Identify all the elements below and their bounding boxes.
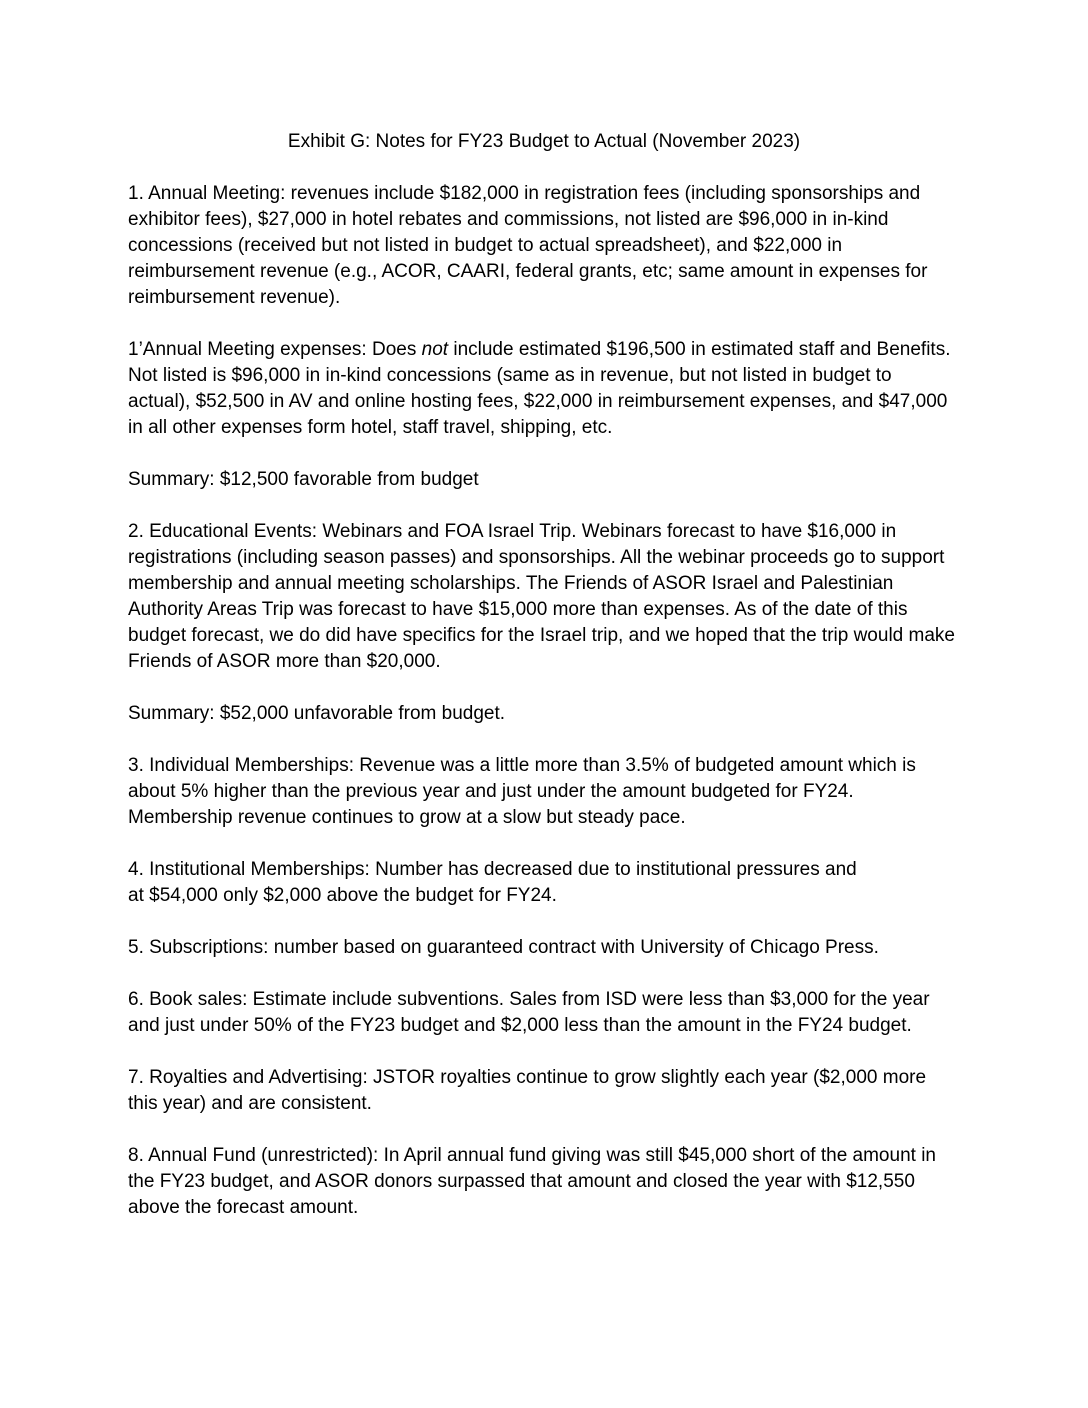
note-text-before-emphasis: 1’Annual Meeting expenses: Does [128,339,422,360]
note-annual-meeting-expenses [128,337,958,441]
note-subscriptions: 5. Subscriptions: number based on guaranteed contract with University of Chicago Press. [128,937,879,958]
document-body [128,181,958,1247]
summary-annual-meeting: Summary: $12,500 favorable from budget [128,469,479,490]
note-educational-events: 2. Educational Events: Webinars and FOA Israel Trip. Webinars forecast to have $16,000 in registrations (including season passes) and sponsorships. All the webinar proceeds go to support membership and annual meeting scholarships. The Friends of ASOR Israel and Palestinian Authority Areas Trip was forecast to have $15,000 more than expenses. As of the date of this budget forecast, we do did have specifics for the Israel trip, and we hoped that the trip would make Friends of ASOR more than $20,000. [128,521,955,672]
note-annual-meeting-revenue: 1. Annual Meeting: revenues include $182,000 in registration fees (including sponsorships and exhibitor fees), $27,000 in hotel rebates and commissions, not listed are $96,000 in in-kind concessions (received but not listed in budget to actual spreadsheet), and $22,000 in reimbursement revenue (e.g., ACOR, CAARI, federal grants, etc; same amount in expenses for reimbursement revenue). [128,183,928,308]
note-book-sales: 6. Book sales: Estimate include subventions. Sales from ISD were less than $3,000 for the year and just under 50% of the FY23 budget and $2,000 less than the amount in the FY24 budget. [128,989,930,1036]
note-line-2: at $54,000 only $2,000 above the budget for FY24. [128,885,557,906]
document-title: Exhibit G: Notes for FY23 Budget to Actual (November 2023) [287,131,801,152]
note-individual-memberships: 3. Individual Memberships: Revenue was a little more than 3.5% of budgeted amount which is about 5% higher than the previous year and just under the amount budgeted for FY24. Membership revenue continues to grow at a slow but steady pace. [128,755,916,828]
note-emphasis: not [421,339,449,360]
note-line-1: 4. Institutional Memberships: Number has decreased due to institutional pressures and [128,859,857,880]
note-annual-fund: 8. Annual Fund (unrestricted): In April annual fund giving was still $45,000 short of the amount in the FY23 budget, and ASOR donors surpassed that amount and closed the year with $12,550 above the forecast amount. [128,1145,936,1218]
note-royalties-advertising: 7. Royalties and Advertising: JSTOR royalties continue to grow slightly each year ($2,000 more this year) and are consistent. [128,1067,927,1114]
summary-educational-events: Summary: $52,000 unfavorable from budget. [128,703,506,724]
note-institutional-memberships [128,857,958,909]
note-text-after-emphasis: include estimated $196,500 in estimated staff and Benefits. Not listed is $96,000 in in-kind concessions (same as in revenue, but not listed in budget to actual), $52,500 in AV and online hosting fees, $22,000 in reimbursement expenses, and $47,000 in all other expenses form hotel, staff travel, shipping, etc. [128,339,951,438]
